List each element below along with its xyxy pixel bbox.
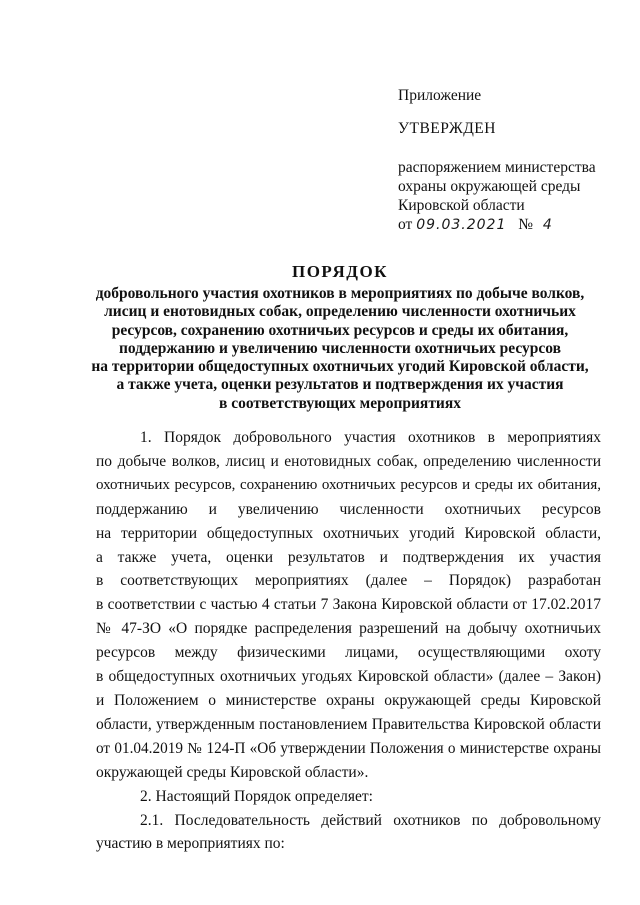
body-line: охотничьих ресурсов, сохранению охотничьих ресурсов и среды их обитания,	[96, 476, 601, 493]
handwritten-date: 09.03.2021	[416, 217, 507, 233]
body-line: участию в мероприятиях по:	[96, 835, 285, 853]
title-line: в соответствующих мероприятиях	[218, 394, 461, 412]
document-body	[96, 426, 601, 856]
body-line: и Положением о министерстве охраны окружающей среды Кировской	[96, 691, 601, 709]
body-line: окружающей среды Кировской области».	[96, 763, 369, 781]
title-line: поддержанию и увеличению численности охотничьих ресурсов	[118, 339, 562, 357]
body-line: 1. Порядок добровольного участия охотников в мероприятиях	[140, 429, 601, 446]
title-line: лисиц и енотовидных собак, определению численности охотничьих	[104, 303, 576, 321]
body-line: в общедоступных охотничьих угодьях Кировской области» (далее – Закон)	[96, 668, 601, 686]
title-main: ПОРЯДОК	[291, 262, 388, 281]
number-sign: №	[518, 216, 534, 233]
appendix-label: Приложение	[398, 87, 482, 104]
paragraph-1	[96, 426, 601, 785]
title-line: а также учета, оценки результатов и подтверждения их участия	[116, 376, 564, 394]
body-line: в соответствующих мероприятиях (далее – Порядок) разработан	[96, 572, 601, 590]
approved-by-line: распоряжением министерства	[398, 159, 596, 176]
approved-by-line: охраны окружающей среды	[398, 178, 581, 195]
body-line: № 47-ЗО «О порядке распределения разрешений на добычу охотничьих	[96, 620, 601, 638]
body-line: области, утвержденным постановлением Правительства Кировской области	[96, 715, 601, 733]
approved-by-line: Кировской области	[398, 197, 525, 214]
title-line: ресурсов, сохранению охотничьих ресурсов и среды их обитания,	[111, 321, 569, 339]
body-line: а также учета, оценки результатов и подтверждения их участия	[96, 548, 601, 566]
body-line: ресурсов между физическими лицами, осуществляющими охоту	[96, 644, 601, 662]
body-line: 2.1. Последовательность действий охотников по добровольному	[140, 811, 601, 829]
title-line: добровольного участия охотников в мероприятиях по добыче волков,	[95, 285, 585, 302]
body-line: в соответствии с частью 4 статьи 7 Закона Кировской области от 17.02.2017	[96, 596, 601, 614]
body-line: по добыче волков, лисиц и енотовидных собак, определению численности	[96, 452, 601, 470]
approved-label: УТВЕРЖДЕН	[398, 120, 496, 137]
document-title	[60, 262, 620, 413]
body-line: 2. Настоящий Порядок определяет:	[140, 787, 373, 805]
handwritten-number: 4	[542, 217, 553, 233]
body-line: от 01.04.2019 № 124-П «Об утверждении Положения о министерстве охраны	[96, 739, 601, 757]
date-prefix: от	[398, 216, 413, 233]
paragraph-2-1	[96, 809, 601, 857]
title-line: на территории общедоступных охотничьих угодий Кировской области,	[91, 358, 589, 376]
approval-date-line	[398, 215, 618, 235]
approval-block	[398, 86, 618, 235]
approved-by	[398, 158, 618, 235]
paragraph-2	[96, 785, 601, 809]
body-line: на территории общедоступных охотничьих угодий Кировской области,	[96, 524, 601, 542]
body-line: поддержанию и увеличению численности охотничьих ресурсов	[96, 500, 601, 518]
